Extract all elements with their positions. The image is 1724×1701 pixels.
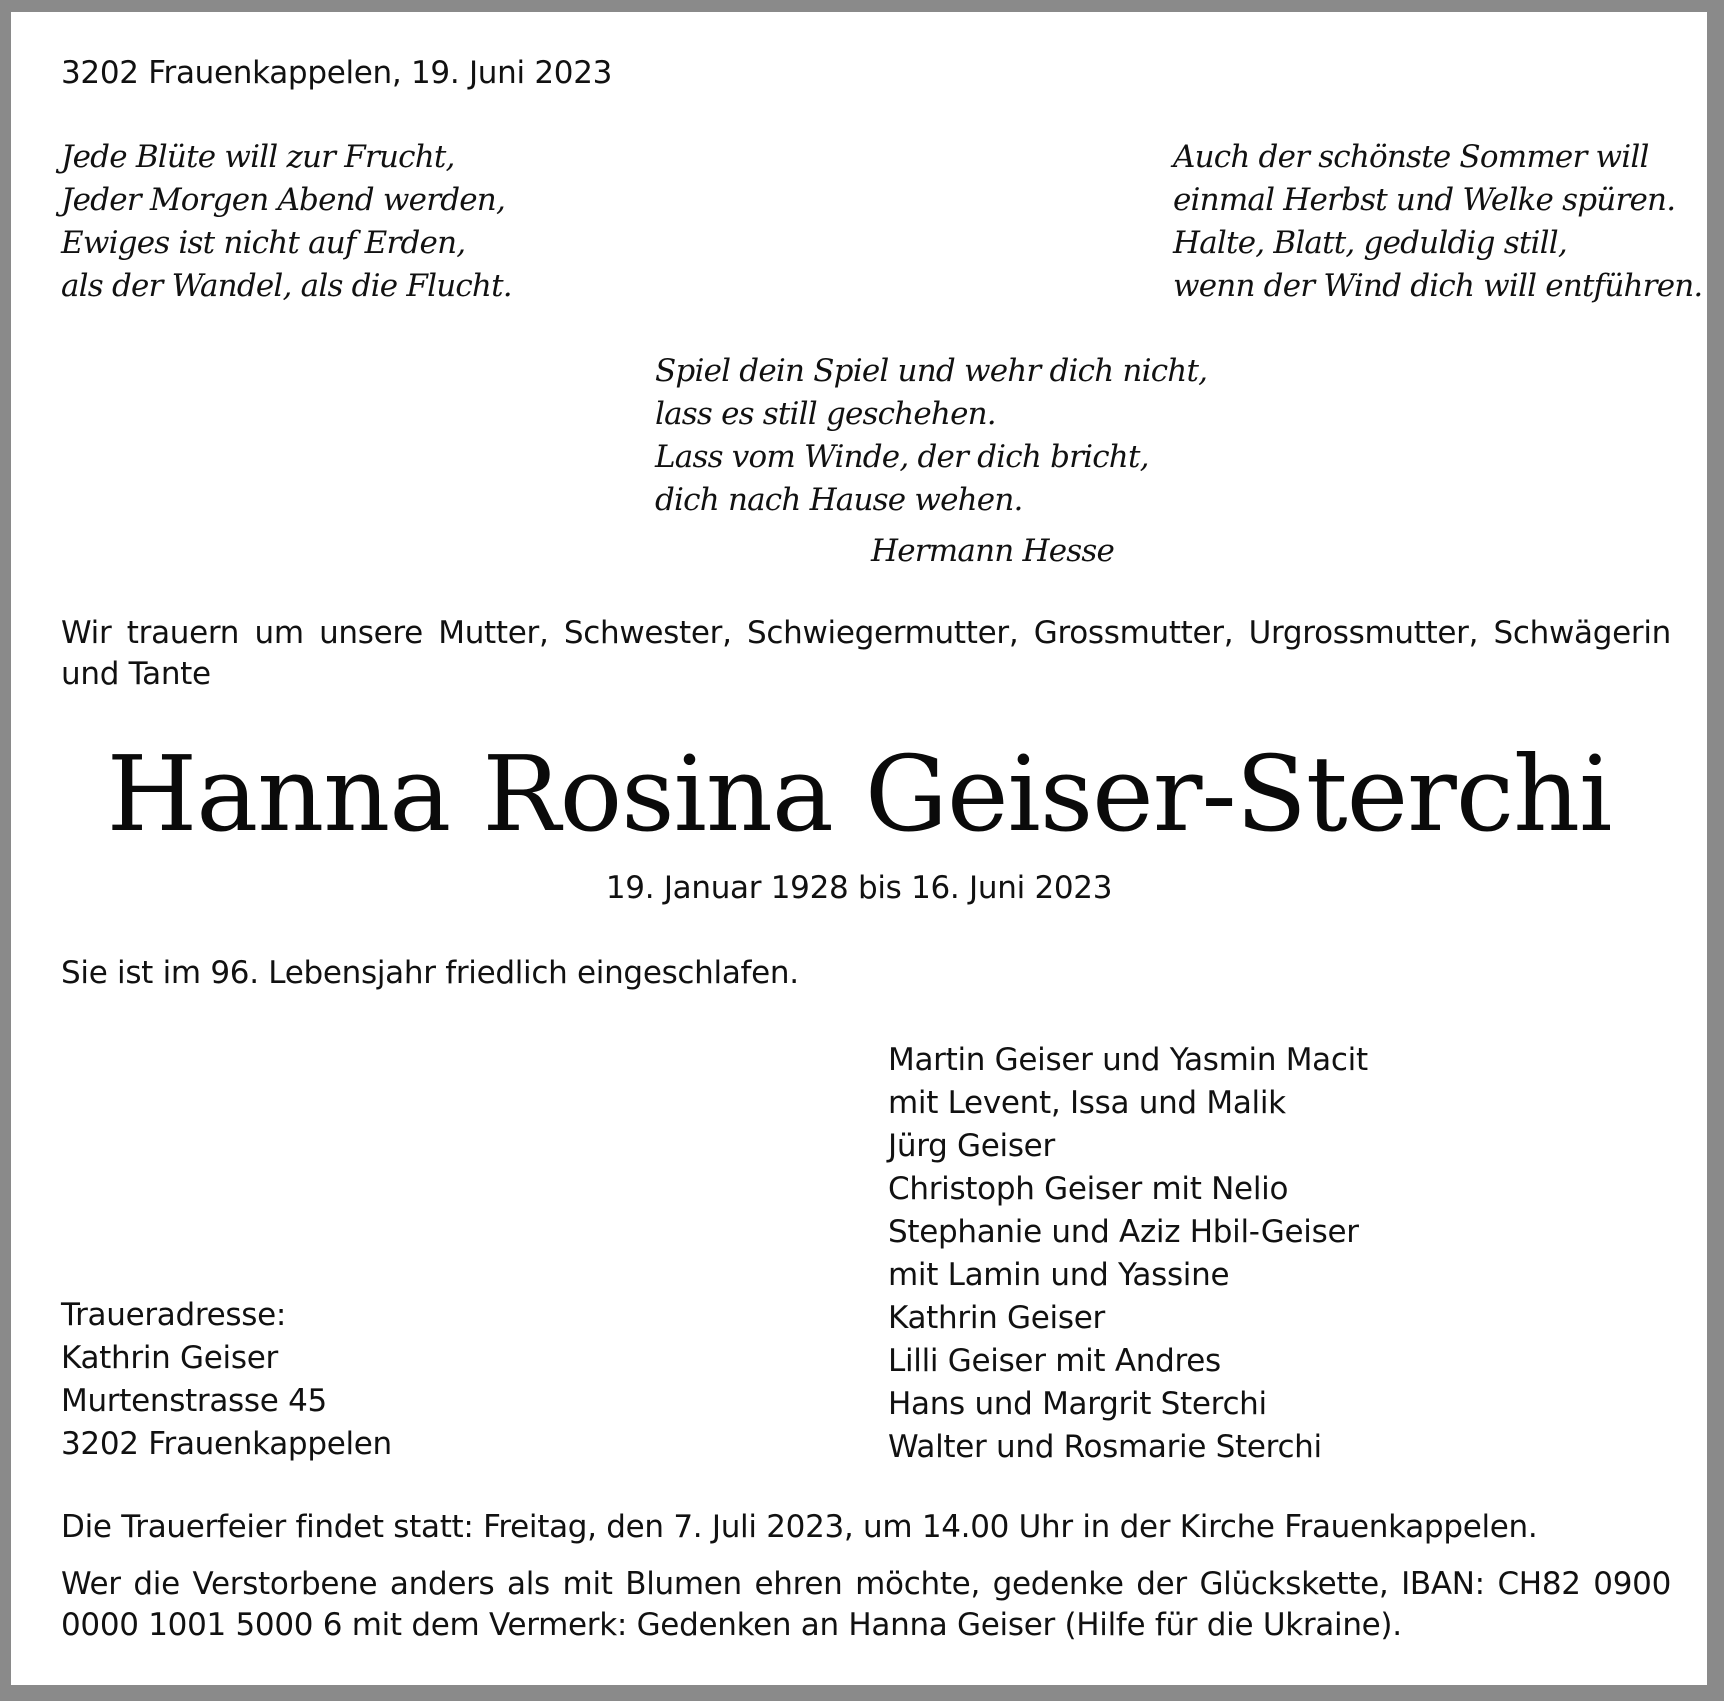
poem-stanza-center (655, 350, 1207, 522)
poem-line: einmal Herbst und Welke spüren. (1173, 182, 1676, 218)
place-date: 3202 Frauenkappelen, 19. Juni 2023 (61, 55, 613, 91)
mourning-address (61, 1294, 392, 1466)
deceased-name: Hanna Rosina Geiser-Sterchi (106, 733, 1612, 855)
family-list (888, 1039, 1368, 1469)
family-member: Walter und Rosmarie Sterchi (888, 1429, 1322, 1465)
donation-info: Wer die Verstorbene anders als mit Blumen ehren möchte, gedenke der Glückskette, IBAN: CH82 0900 0000 1001 5000 6 mit dem Vermerk: Gedenken an Hanna Geiser (Hilfe für die Ukraine). (61, 1566, 1671, 1643)
family-member: mit Lamin und Yassine (888, 1257, 1230, 1293)
family-member: Kathrin Geiser (888, 1300, 1105, 1336)
family-member: Hans und Margrit Sterchi (888, 1386, 1267, 1422)
poem-line: dich nach Hause wehen. (655, 482, 1023, 518)
funeral-info: Die Trauerfeier findet statt: Freitag, den 7. Juli 2023, um 14.00 Uhr in der Kirche Frauenkappelen. (61, 1509, 1538, 1545)
poem-line: Spiel dein Spiel und wehr dich nicht, (655, 353, 1208, 389)
address-city: 3202 Frauenkappelen (61, 1426, 392, 1462)
poem-line: Lass vom Winde, der dich bricht, (655, 439, 1149, 475)
poem-line: Halte, Blatt, geduldig still, (1173, 225, 1567, 261)
poem-line: Auch der schönste Sommer will (1173, 139, 1649, 175)
family-member: mit Levent, Issa und Malik (888, 1085, 1286, 1121)
family-member: Stephanie und Aziz Hbil-Geiser (888, 1214, 1359, 1250)
obituary-page (11, 12, 1707, 1685)
poem-stanza-left (61, 136, 512, 308)
family-member: Lilli Geiser mit Andres (888, 1343, 1221, 1379)
address-street: Murtenstrasse 45 (61, 1383, 327, 1419)
poem-line: Jede Blüte will zur Frucht, (61, 139, 455, 175)
poem-author: Hermann Hesse (871, 533, 1115, 569)
poem-line: Jeder Morgen Abend werden, (61, 182, 506, 218)
poem-line: Ewiges ist nicht auf Erden, (61, 225, 466, 261)
address-label: Traueradresse: (61, 1297, 287, 1333)
mourning-intro: Wir trauern um unsere Mutter, Schwester, Schwiegermutter, Grossmutter, Urgrossmutter, Schwägerin und Tante (61, 615, 1671, 692)
life-dates: 19. Januar 1928 bis 16. Juni 2023 (605, 870, 1113, 906)
poem-line: als der Wandel, als die Flucht. (61, 268, 512, 304)
family-member: Jürg Geiser (888, 1128, 1055, 1164)
poem-line: wenn der Wind dich will entführen. (1173, 268, 1703, 304)
poem-stanza-right (1173, 136, 1702, 308)
family-member: Martin Geiser und Yasmin Macit (888, 1042, 1368, 1078)
address-name: Kathrin Geiser (61, 1340, 278, 1376)
passing-text: Sie ist im 96. Lebensjahr friedlich eingeschlafen. (61, 955, 799, 991)
poem-line: lass es still geschehen. (655, 396, 996, 432)
family-member: Christoph Geiser mit Nelio (888, 1171, 1289, 1207)
